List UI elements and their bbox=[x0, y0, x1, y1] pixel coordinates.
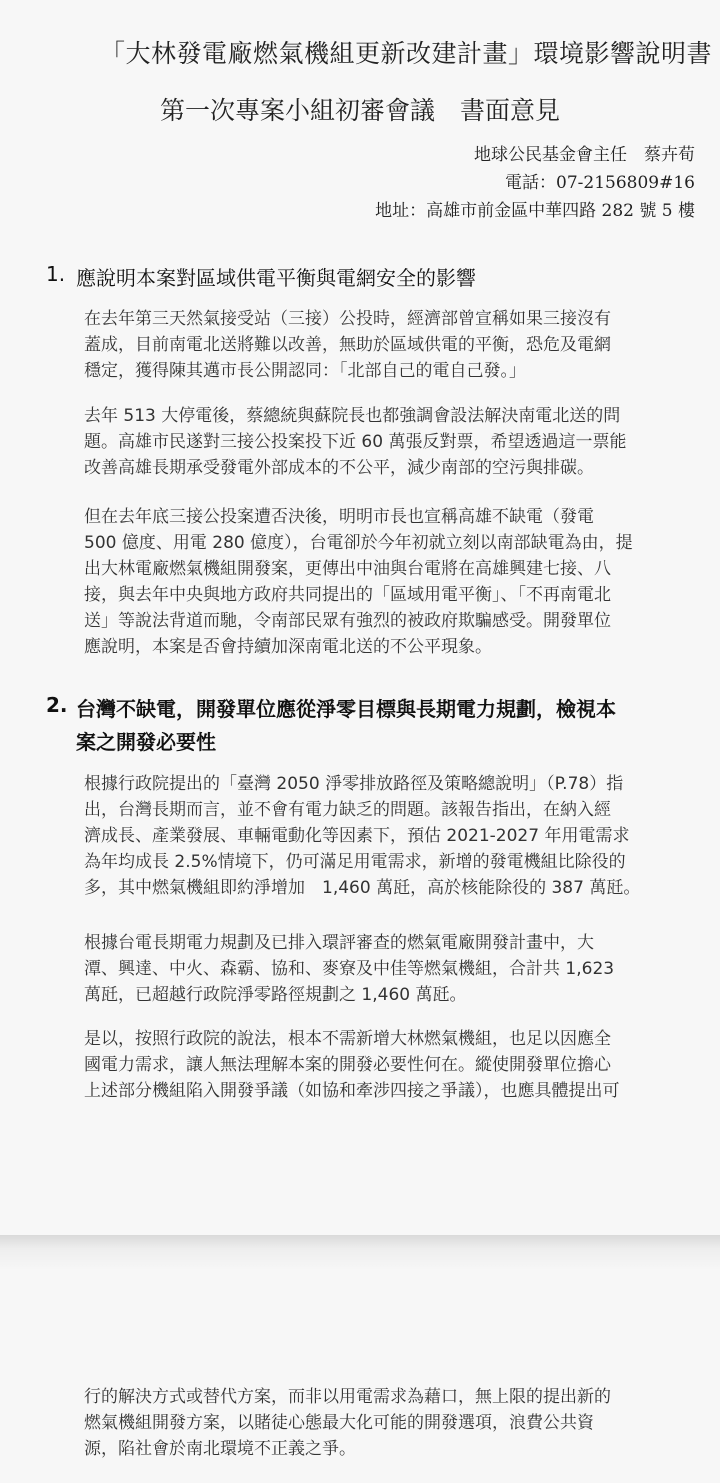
text-line: 是以，按照行政院的說法，根本不需新增大林燃氣機組，也足以因應全 bbox=[84, 1029, 611, 1049]
page-break bbox=[0, 1235, 720, 1269]
continued-paragraph bbox=[84, 1384, 684, 1462]
section-number: 2. bbox=[46, 693, 68, 717]
address-line: 地址：高雄市前金區中華四路 282 號 5 樓 bbox=[375, 201, 695, 221]
document-page-2 bbox=[0, 1269, 720, 1483]
text-line: 題。高雄市民遂對三接公投案投下近 60 萬張反對票，希望透過這一票能 bbox=[84, 432, 627, 452]
section-2-paragraph-3 bbox=[84, 1026, 684, 1104]
text-line: 出，台灣長期而言，並不會有電力缺乏的問題。該報告指出，在納入經 bbox=[84, 800, 611, 820]
text-line: 多，其中燃氣機組即約淨增加 1,460 萬瓩，高於核能除役的 387 萬瓩。 bbox=[84, 878, 641, 898]
text-line: 濟成長、產業發展、車輛電動化等因素下，預估 2021-2027 年用電需求 bbox=[84, 826, 630, 846]
text-line: 500 億度、用電 280 億度），台電卻於今年初就立刻以南部缺電為由，提 bbox=[84, 533, 633, 553]
text-line: 上述部分機組陷入開發爭議（如協和牽涉四接之爭議），也應具體提出可 bbox=[84, 1081, 620, 1101]
section-title-line: 案之開發必要性 bbox=[76, 730, 216, 754]
text-line: 但在去年底三接公投案遭否決後，明明市長也宣稱高雄不缺電（發電 bbox=[84, 507, 594, 527]
section-1-paragraph-3 bbox=[84, 504, 684, 660]
text-line: 源，陷社會於南北環境不正義之爭。 bbox=[84, 1439, 356, 1459]
text-line: 行的解決方式或替代方案，而非以用電需求為藉口，無上限的提出新的 bbox=[84, 1387, 611, 1407]
section-2-paragraph-2 bbox=[84, 930, 684, 1008]
text-line: 燃氣機組開發方案，以賭徒心態最大化可能的開發選項，浪費公共資 bbox=[84, 1413, 594, 1433]
text-line: 出大林電廠燃氣機組開發案，更傳出中油與台電將在高雄興建七接、八 bbox=[84, 559, 611, 579]
section-1-paragraph-2 bbox=[84, 403, 684, 481]
section-2-paragraph-1 bbox=[84, 771, 684, 901]
document-title: 「大林發電廠燃氣機組更新改建計畫」環境影響說明書 bbox=[100, 39, 713, 68]
text-line: 接，與去年中央與地方政府共同提出的「區域用電平衡」、「不再南電北 bbox=[84, 585, 611, 605]
author-line: 地球公民基金會主任 蔡卉荀 bbox=[474, 145, 695, 165]
section-title-line: 台灣不缺電，開發單位應從淨零目標與長期電力規劃，檢視本 bbox=[76, 697, 616, 721]
section-title bbox=[76, 693, 696, 759]
text-line: 改善高雄長期承受發電外部成本的不公平，減少南部的空污與排碳。 bbox=[84, 458, 594, 478]
text-line: 為年均成長 2.5%情境下，仍可滿足用電需求，新增的發電機組比除役的 bbox=[84, 852, 626, 872]
text-line: 根據台電長期電力規劃及已排入環評審查的燃氣電廠開發計畫中，大 bbox=[84, 933, 594, 953]
text-line: 萬瓩，已超越行政院淨零路徑規劃之 1,460 萬瓩。 bbox=[84, 985, 467, 1005]
text-line: 應說明，本案是否會持續加深南電北送的不公平現象。 bbox=[84, 637, 492, 657]
text-line: 根據行政院提出的「臺灣 2050 淨零排放路徑及策略總說明」（P.78）指 bbox=[84, 774, 624, 794]
text-line: 穩定，獲得陳其邁市長公開認同：「北部自己的電自己發。」 bbox=[84, 361, 526, 381]
text-line: 送」等說法背道而馳，令南部民眾有強烈的被政府欺騙感受。開發單位 bbox=[84, 611, 611, 631]
text-line: 蓋成，目前南電北送將難以改善，無助於區域供電的平衡，恐危及電網 bbox=[84, 335, 611, 355]
text-line: 潭、興達、中火、森霸、協和、麥寮及中佳等燃氣機組，合計共 1,623 bbox=[84, 959, 615, 979]
text-line: 去年 513 大停電後，蔡總統與蘇院長也都強調會設法解決南電北送的問 bbox=[84, 406, 621, 426]
text-line: 在去年第三天然氣接受站（三接）公投時，經濟部曾宣稱如果三接沒有 bbox=[84, 309, 611, 329]
section-1-paragraph-1 bbox=[84, 306, 684, 384]
text-line: 國電力需求，讓人無法理解本案的開發必要性何在。縱使開發單位擔心 bbox=[84, 1055, 611, 1075]
phone-line: 電話：07-2156809#16 bbox=[505, 173, 695, 193]
document-subtitle: 第一次專案小組初審會議 書面意見 bbox=[159, 96, 560, 125]
section-number: 1. bbox=[46, 262, 66, 286]
section-title: 應說明本案對區域供電平衡與電網安全的影響 bbox=[76, 266, 476, 290]
